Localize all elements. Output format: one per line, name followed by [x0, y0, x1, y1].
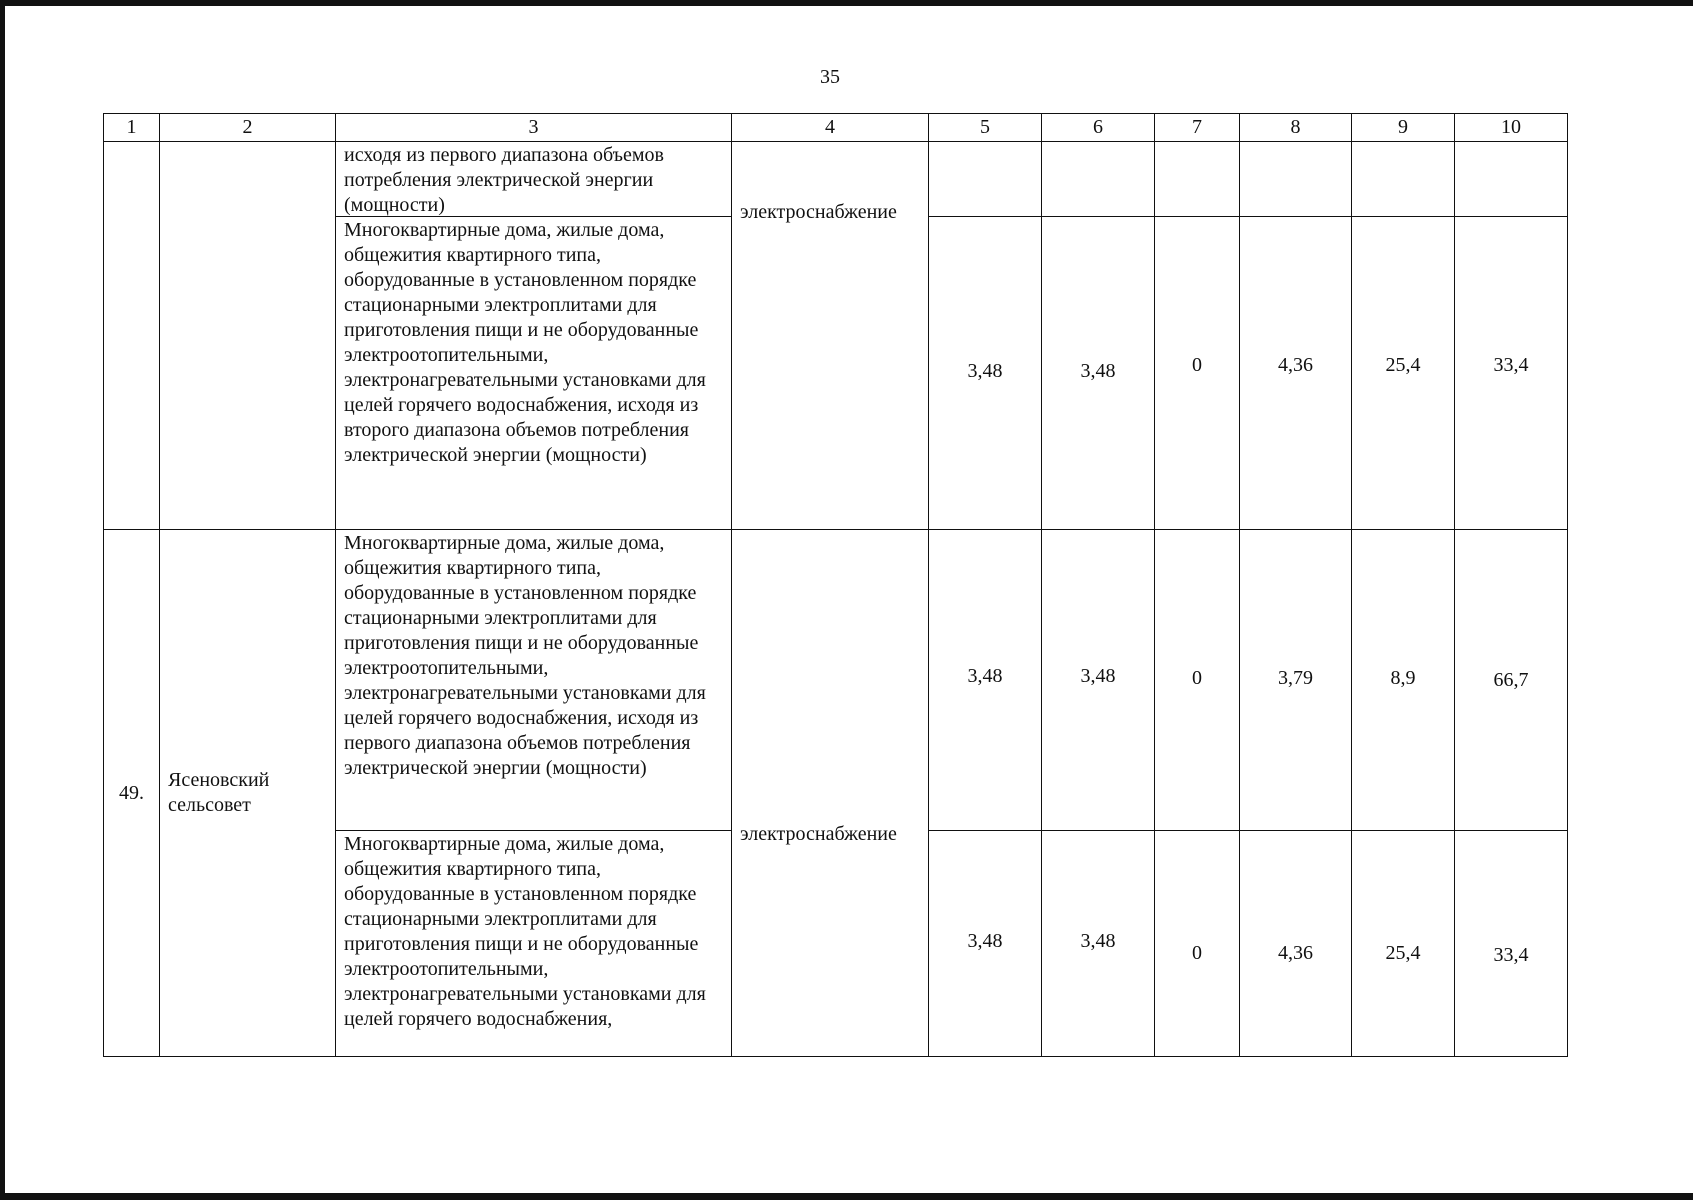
row1-sub2-col9: 25,4: [1351, 216, 1455, 530]
header-col-8: 8: [1239, 113, 1352, 142]
header-col-2: 2: [159, 113, 336, 142]
header-col-1: 1: [103, 113, 160, 142]
row1-sub2-col10: 33,4: [1454, 216, 1568, 530]
row1-sub1-col8: [1239, 141, 1352, 217]
row1-sub1-col5: [928, 141, 1042, 217]
row1-sub1-col10: [1454, 141, 1568, 217]
row1-sub2-col7: 0: [1154, 216, 1240, 530]
row49-municipality-cell: [159, 529, 336, 1057]
row49-sub2-col7: 0: [1154, 830, 1240, 1057]
header-col-7: 7: [1154, 113, 1240, 142]
scan-border-bottom: [0, 1193, 1693, 1200]
row1-sub1-description: исходя из первого диапазона объемов потребления электрической энергии (мощности): [335, 141, 732, 217]
header-col-9: 9: [1351, 113, 1455, 142]
row1-sub2-col5: 3,48: [928, 216, 1042, 530]
row49-sub1-col8: 3,79: [1239, 529, 1352, 831]
row49-sub2-description: Многоквартирные дома, жилые дома, общежития квартирного типа, оборудованные в установленном порядке стационарными электроплитами для приготовления пищи и не оборудованные электроотопительными, электронагревательными установками для целей горячего водоснабжения,: [335, 830, 732, 1057]
row49-sub1-col5: 3,48: [928, 529, 1042, 831]
row1-municipality-cell: [159, 141, 336, 530]
row49-service: электроснабжение: [740, 823, 897, 845]
row49-sub1-col6: 3,48: [1041, 529, 1155, 831]
row1-sub2-col8: 4,36: [1239, 216, 1352, 530]
row49-sub2-col6: 3,48: [1041, 830, 1155, 1057]
row1-sub1-col9: [1351, 141, 1455, 217]
row1-sub2-col6: 3,48: [1041, 216, 1155, 530]
row49-sub1-col7: 0: [1154, 529, 1240, 831]
header-col-5: 5: [928, 113, 1042, 142]
header-col-3: 3: [335, 113, 732, 142]
row1-no-cell: [103, 141, 160, 530]
scan-border-left: [0, 0, 5, 1200]
header-col-6: 6: [1041, 113, 1155, 142]
row1-sub2-description: Многоквартирные дома, жилые дома, общежития квартирного типа, оборудованные в установленном порядке стационарными электроплитами для приготовления пищи и не оборудованные электроотопительными, электронагревательными установками для целей горячего водоснабжения, исходя из второго диапазона объемов потребления электрической энергии (мощности): [335, 216, 732, 530]
row49-sub2-col10: 33,4: [1454, 830, 1568, 1057]
row1-sub1-col6: [1041, 141, 1155, 217]
row1-sub1-col7: [1154, 141, 1240, 217]
row49-number: 49.: [119, 781, 144, 804]
row1-service-cell: [731, 141, 929, 530]
header-col-4: 4: [731, 113, 929, 142]
row49-no-cell: [103, 529, 160, 1057]
row49-sub2-col8: 4,36: [1239, 830, 1352, 1057]
row49-sub1-description: Многоквартирные дома, жилые дома, общежития квартирного типа, оборудованные в установленном порядке стационарными электроплитами для приготовления пищи и не оборудованные электроотопительными, электронагревательными установками для целей горячего водоснабжения, исходя из первого диапазона объемов потребления электрической энергии (мощности): [335, 529, 732, 831]
row49-sub1-col10: 66,7: [1454, 529, 1568, 831]
page-number: 35: [820, 66, 840, 88]
row49-sub1-col9: 8,9: [1351, 529, 1455, 831]
row49-municipality: Ясеновский сельсовет: [168, 769, 270, 816]
scan-border-top: [0, 0, 1693, 6]
row49-sub2-col9: 25,4: [1351, 830, 1455, 1057]
row49-sub2-col5: 3,48: [928, 830, 1042, 1057]
row49-service-cell: [731, 529, 929, 1057]
row1-service: электроснабжение: [740, 201, 897, 223]
tariff-table: [103, 113, 1568, 1057]
header-col-10: 10: [1454, 113, 1568, 142]
